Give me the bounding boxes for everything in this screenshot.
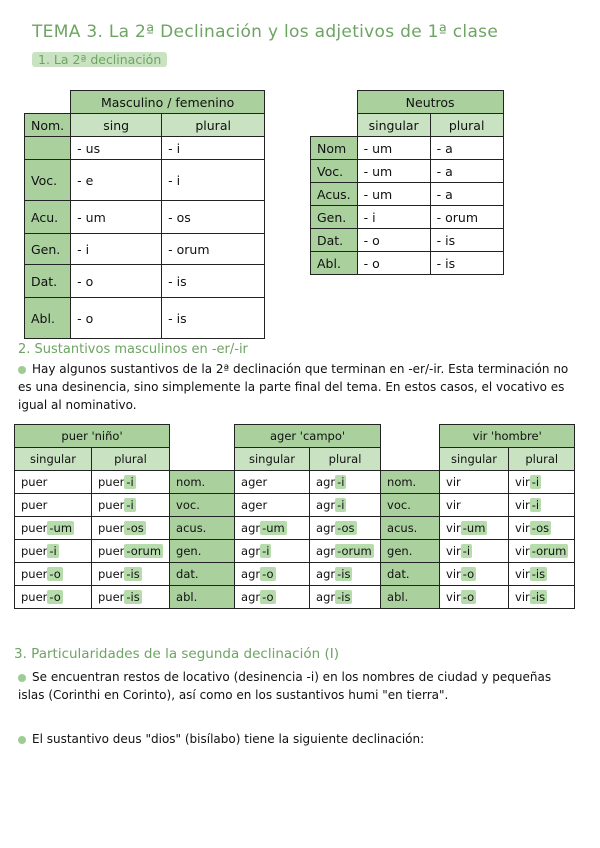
section-2-text <box>18 360 578 414</box>
vir-sing: vir <box>440 494 509 517</box>
plural-ending: - a <box>430 160 503 183</box>
page-title: TEMA 3. La 2ª Declinación y los adjetivos de 1ª clase <box>32 22 499 42</box>
declension-table-masc-fem <box>24 90 265 339</box>
vir-sing: vir <box>440 471 509 494</box>
vir-header: vir 'hombre' <box>440 425 575 448</box>
puer-sing: puer -o <box>15 586 92 609</box>
table-header: Masculino / femenino <box>71 91 265 114</box>
table-row <box>15 494 575 517</box>
ager-plural: agr -i <box>310 494 381 517</box>
section-3-bullet-2 <box>18 730 578 748</box>
ager-sing: agr -o <box>235 586 310 609</box>
case-label: Acu. <box>25 201 71 234</box>
section-2-heading: 2. Sustantivos masculinos en -er/-ir <box>18 342 248 357</box>
plural-ending: - os <box>162 201 265 234</box>
table-corner <box>311 91 358 114</box>
vir-plural: vir -orum <box>509 540 575 563</box>
case-label: gen. <box>170 540 235 563</box>
table-row <box>25 234 265 265</box>
table-gap <box>170 425 235 448</box>
ager-sing: agr -um <box>235 517 310 540</box>
plural-ending: - is <box>162 265 265 298</box>
case-label: voc. <box>170 494 235 517</box>
column-header-plural: plural <box>310 448 381 471</box>
case-label: Gen. <box>25 234 71 265</box>
ager-plural: agr -is <box>310 586 381 609</box>
ager-sing: agr -o <box>235 563 310 586</box>
sing-ending: - o <box>357 252 430 275</box>
column-header-sing: singular <box>15 448 92 471</box>
bullet-1-text: Se encuentran restos de locativo (desinencia -i) en los nombres de ciudad y pequeñas islas (Corinthi en Corinto), así como en los sustantivos humi "en tierra". <box>18 670 552 702</box>
case-label: Acus. <box>311 183 358 206</box>
sing-ending: - um <box>71 201 162 234</box>
sing-ending: - um <box>357 183 430 206</box>
column-header-sing: singular <box>235 448 310 471</box>
section-2-paragraph: Hay algunos sustantivos de la 2ª declinación que terminan en -er/-ir. Esta terminación no es una desinencia, sino simplemente la parte final del tema. En estos casos, el vocativo es igual al nominativo. <box>18 362 569 412</box>
column-header-plural: plural <box>92 448 170 471</box>
table-row <box>25 137 265 160</box>
sing-ending: - e <box>71 160 162 201</box>
case-label: gen. <box>381 540 440 563</box>
table-gap <box>170 448 235 471</box>
er-ir-declension-table <box>14 424 575 609</box>
plural-ending: - a <box>430 183 503 206</box>
case-label-spacer <box>25 137 71 160</box>
vir-plural: vir -i <box>509 471 575 494</box>
sing-ending: - o <box>71 298 162 339</box>
puer-plural: puer -i <box>92 494 170 517</box>
case-label: Abl. <box>311 252 358 275</box>
vir-plural: vir -is <box>509 586 575 609</box>
puer-header: puer 'niño' <box>15 425 170 448</box>
bullet-icon <box>18 366 26 374</box>
table-row <box>311 160 504 183</box>
puer-plural: puer -i <box>92 471 170 494</box>
declension-table-neuter <box>310 90 504 275</box>
sing-ending: - um <box>357 137 430 160</box>
table-row <box>15 471 575 494</box>
page-subtitle: 1. La 2ª declinación <box>32 52 167 67</box>
table-corner <box>311 114 358 137</box>
case-label: nom. <box>170 471 235 494</box>
case-label: Dat. <box>25 265 71 298</box>
ager-sing: agr -i <box>235 540 310 563</box>
puer-plural: puer -os <box>92 517 170 540</box>
table-header: Neutros <box>357 91 503 114</box>
sing-ending: - i <box>71 234 162 265</box>
bullet-icon <box>18 674 26 682</box>
column-header-plural: plural <box>162 114 265 137</box>
column-header-sing: singular <box>357 114 430 137</box>
puer-sing: puer -o <box>15 563 92 586</box>
vir-sing: vir -o <box>440 586 509 609</box>
sing-ending: - um <box>357 160 430 183</box>
table-row <box>15 563 575 586</box>
table-row <box>25 298 265 339</box>
bullet-icon <box>18 736 26 744</box>
plural-ending: - is <box>430 229 503 252</box>
sing-ending: - o <box>71 265 162 298</box>
plural-ending: - a <box>430 137 503 160</box>
vir-plural: vir -os <box>509 517 575 540</box>
case-label: Voc. <box>25 160 71 201</box>
ager-plural: agr -orum <box>310 540 381 563</box>
sing-ending: - o <box>357 229 430 252</box>
puer-sing: puer <box>15 494 92 517</box>
table-row <box>311 206 504 229</box>
column-header-plural: plural <box>430 114 503 137</box>
vir-sing: vir -o <box>440 563 509 586</box>
table-row <box>311 252 504 275</box>
section-3-heading: 3. Particularidades de la segunda declinación (I) <box>14 646 339 662</box>
case-label: Dat. <box>311 229 358 252</box>
case-label: nom. <box>381 471 440 494</box>
table-row <box>25 201 265 234</box>
plural-ending: - is <box>162 298 265 339</box>
case-label: Nom <box>311 137 358 160</box>
plural-ending: - i <box>162 137 265 160</box>
puer-sing: puer <box>15 471 92 494</box>
table-row <box>311 137 504 160</box>
puer-plural: puer -is <box>92 563 170 586</box>
plural-ending: - orum <box>430 206 503 229</box>
ager-plural: agr -is <box>310 563 381 586</box>
vir-sing: vir -i <box>440 540 509 563</box>
vir-plural: vir -i <box>509 494 575 517</box>
table-row <box>25 160 265 201</box>
puer-sing: puer -i <box>15 540 92 563</box>
case-label: Gen. <box>311 206 358 229</box>
sing-ending: - us <box>71 137 162 160</box>
vir-plural: vir -is <box>509 563 575 586</box>
case-label: dat. <box>170 563 235 586</box>
ager-plural: agr -os <box>310 517 381 540</box>
table-gap <box>381 425 440 448</box>
plural-ending: - is <box>430 252 503 275</box>
table-row <box>15 517 575 540</box>
case-label: abl. <box>381 586 440 609</box>
table-row <box>15 540 575 563</box>
sing-ending: - i <box>357 206 430 229</box>
ager-sing: ager <box>235 494 310 517</box>
section-3-bullet-1 <box>18 668 578 704</box>
table-row <box>25 265 265 298</box>
puer-plural: puer -orum <box>92 540 170 563</box>
case-label: acus. <box>381 517 440 540</box>
bullet-2-text: El sustantivo deus "dios" (bisílabo) tiene la siguiente declinación: <box>32 732 425 746</box>
puer-sing: puer -um <box>15 517 92 540</box>
column-header-sing: singular <box>440 448 509 471</box>
table-corner <box>25 91 71 114</box>
case-label: Nom. <box>25 114 71 137</box>
plural-ending: - i <box>162 160 265 201</box>
case-label: voc. <box>381 494 440 517</box>
case-label: abl. <box>170 586 235 609</box>
table-row <box>311 183 504 206</box>
case-label: acus. <box>170 517 235 540</box>
vir-sing: vir -um <box>440 517 509 540</box>
table-row <box>311 229 504 252</box>
case-label: Voc. <box>311 160 358 183</box>
case-label: Abl. <box>25 298 71 339</box>
column-header-sing: sing <box>71 114 162 137</box>
ager-sing: ager <box>235 471 310 494</box>
case-label: dat. <box>381 563 440 586</box>
column-header-plural: plural <box>509 448 575 471</box>
table-gap <box>381 448 440 471</box>
puer-plural: puer -is <box>92 586 170 609</box>
plural-ending: - orum <box>162 234 265 265</box>
table-row <box>15 586 575 609</box>
ager-header: ager 'campo' <box>235 425 381 448</box>
ager-plural: agr -i <box>310 471 381 494</box>
